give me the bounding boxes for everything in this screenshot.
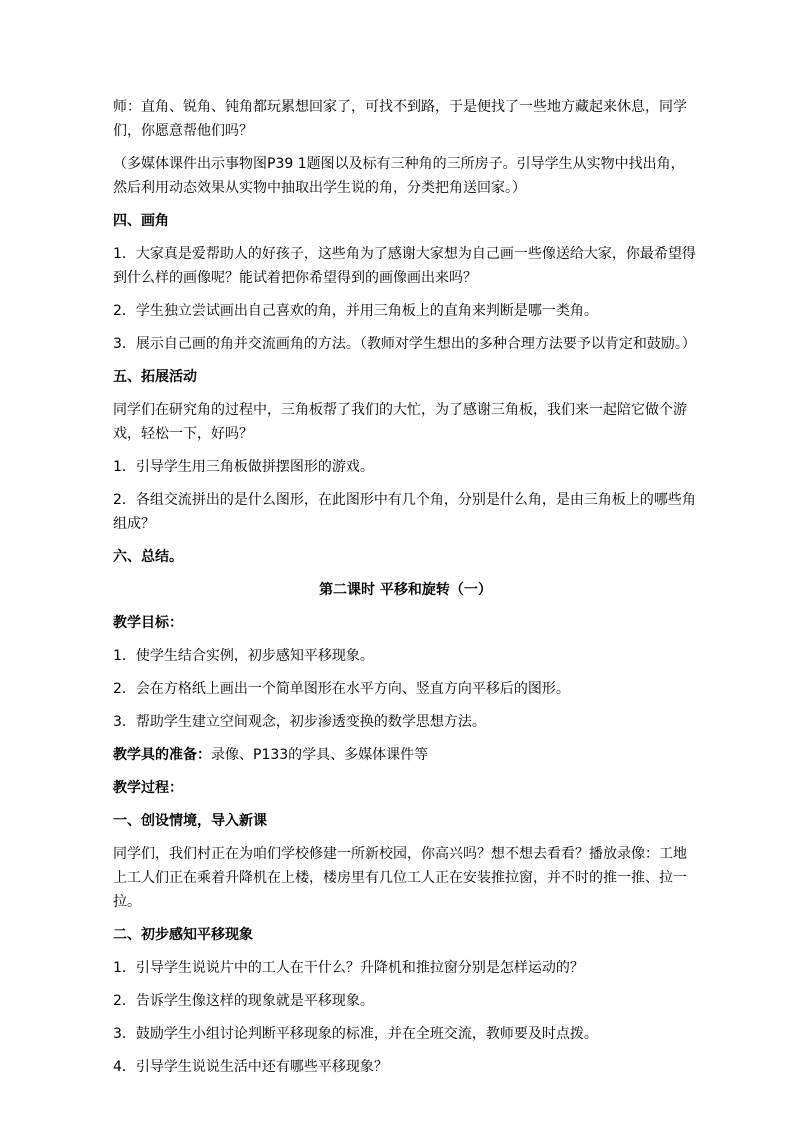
tools-label: 教学具的准备： <box>113 747 211 763</box>
document-body <box>113 95 698 1088</box>
lesson-title: 第二课时 平移和旋转（一） <box>319 582 492 598</box>
goals-label: 教学目标： <box>113 615 183 631</box>
tools-text: 录像、P133的学具、多媒体课件等 <box>211 747 429 763</box>
list-item-draw-2: 2．学生独立尝试画出自己喜欢的角，并用三角板上的直角来判断是哪一类角。 <box>113 303 598 319</box>
goal-item-2: 2．会在方格纸上画出一个简单图形在水平方向、竖直方向平移后的图形。 <box>113 681 570 697</box>
list-item-translation-3: 3．鼓励学生小组讨论判断平移现象的标准，并在全班交流，教师要及时点拨。 <box>113 1026 598 1042</box>
goal-item-3: 3．帮助学生建立空间观念，初步渗透变换的数学思想方法。 <box>113 714 486 730</box>
section-heading-translation: 二、初步感知平移现象 <box>113 927 253 943</box>
list-item-translation-4: 4．引导学生说说生活中还有哪些平移现象？ <box>113 1059 388 1075</box>
tools-line <box>113 743 698 767</box>
paragraph-scenario: 同学们，我们村正在为咱们学校修建一所新校园，你高兴吗？想不想去看看？播放录像：工地上工人们正在乘着升降机在上楼，楼房里有几位工人正在安装推拉窗，并不时的推一推、拉一拉。 <box>113 846 687 910</box>
list-item-translation-1: 1．引导学生说说片中的工人在干什么？升降机和推拉窗分别是怎样运动的？ <box>113 960 584 976</box>
list-item-draw-3: 3．展示自己画的角并交流画角的方法。（教师对学生想出的多种合理方法要予以肯定和鼓励。） <box>113 336 696 352</box>
list-item-extension-1: 1．引导学生用三角板做拼摆图形的游戏。 <box>113 459 374 475</box>
paragraph-multimedia-note: （多媒体课件出示事物图P39 1题图以及标有三种角的三所房子。引导学生从实物中找出角，然后利用动态效果从实物中抽取出学生说的角，分类把角送回家。） <box>113 156 685 196</box>
section-heading-extension: 五、拓展活动 <box>113 369 197 385</box>
list-item-extension-2: 2．各组交流拼出的是什么图形，在此图形中有几个角，分别是什么角，是由三角板上的哪些角组成？ <box>113 492 696 532</box>
process-label: 教学过程： <box>113 780 183 796</box>
list-item-translation-2: 2．告诉学生像这样的现象就是平移现象。 <box>113 993 374 1009</box>
section-heading-create-scenario: 一、创设情境，导入新课 <box>113 813 267 829</box>
list-item-draw-1: 1．大家真是爱帮助人的好孩子，这些角为了感谢大家想为自己画一些像送给大家，你最希望得到什么样的画像呢？能试着把你希望得到的画像画出来吗？ <box>113 246 696 286</box>
paragraph-extension-intro: 同学们在研究角的过程中，三角板帮了我们的大忙，为了感谢三角板，我们来一起陪它做个游戏，轻松一下，好吗？ <box>113 402 687 442</box>
paragraph-teacher-dialogue: 师：直角、锐角、钝角都玩累想回家了，可找不到路，于是便找了一些地方藏起来休息，同学们，你愿意帮他们吗？ <box>113 99 687 139</box>
section-heading-summary: 六、总结。 <box>113 549 183 565</box>
goal-item-1: 1．使学生结合实例，初步感知平移现象。 <box>113 648 374 664</box>
section-heading-draw-angle: 四、画角 <box>113 213 169 229</box>
